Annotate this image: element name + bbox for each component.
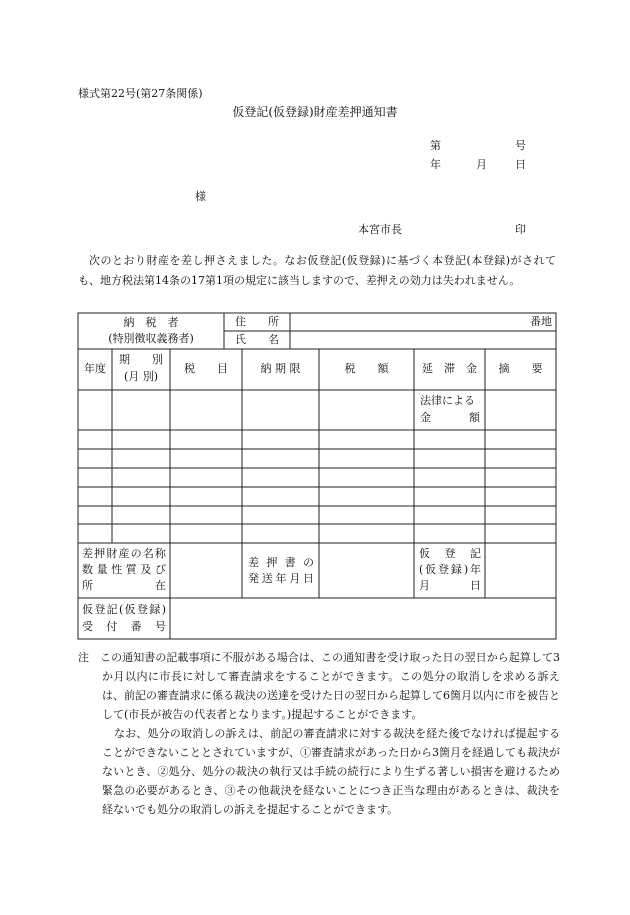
date-year: 年 <box>430 158 441 171</box>
col-tax-item: 税 目 <box>184 362 228 375</box>
legal-amount-label-2: 金 額 <box>420 411 480 424</box>
note-paragraph-2: なお、処分の取消しの訴えは、前記の審査請求に対する裁決を経た後でなければ提起することができないこととされていますが、①審査請求があった日から3箇月を経過しても裁決がないとき、②処分、処分の裁決の執行又は手続の続行により生ずる著しい損害を避けるため緊急の必要があるとき、③その他裁決を経ないことにつき正当な理由があるときは、裁決を経ないでも処分の取消しの訴えを提起することができます。 <box>102 727 560 816</box>
addressee-suffix: 様 <box>195 190 206 203</box>
col-year: 年度 <box>84 362 106 375</box>
date-day: 日 <box>515 158 526 171</box>
col-remarks: 摘 要 <box>498 362 543 375</box>
seized-property-label-3: 所 在 <box>82 579 166 592</box>
seized-property-label: 差押財産の名称 <box>82 547 166 560</box>
provisional-registration-label: 仮 登 記 <box>419 547 481 560</box>
name-label: 氏 名 <box>235 333 279 346</box>
col-delinquency: 延 滞 金 <box>422 362 477 375</box>
address-suffix: 番地 <box>530 315 552 328</box>
notice-sent-label-2: 発送年月日 <box>248 572 314 585</box>
provisional-registration-label-3: 月 日 <box>419 579 481 592</box>
issuer: 本宮市長 <box>358 223 402 236</box>
seal-mark: 印 <box>515 223 526 236</box>
taxpayer-sub-label: (特別徴収義務者) <box>108 332 194 345</box>
taxpayer-label: 納 税 者 <box>123 316 179 329</box>
seized-property-label-2: 数量性質及び <box>82 563 166 576</box>
col-tax-amount: 税 額 <box>344 362 389 375</box>
receipt-number-label-2: 受 付 番 号 <box>82 620 166 633</box>
notes-section <box>78 648 560 819</box>
notice-sent-label: 差 押 書 の <box>248 556 314 569</box>
col-due-date: 納 期 限 <box>260 362 301 375</box>
date-month: 月 <box>476 158 487 171</box>
provisional-registration-label-2: (仮登録)年 <box>419 563 481 576</box>
legal-amount-label: 法律による <box>420 394 475 407</box>
col-period: 期 別 <box>119 353 163 366</box>
number-prefix: 第 <box>430 139 441 152</box>
document-title: 仮登記(仮登録)財産差押通知書 <box>232 105 398 119</box>
receipt-number-label: 仮登記(仮登録) <box>82 603 166 616</box>
col-period-month: (月 別) <box>123 370 159 383</box>
address-label: 住 所 <box>235 315 279 328</box>
form-number: 様式第22号(第27条関係) <box>78 87 203 100</box>
note-paragraph-1: 注 この通知書の記載事項に不服がある場合は、この通知書を受け取った日の翌日から起算して3か月以内に市長に対して審査請求をすることができます。この処分の取消しを求める訴えは、前記の審査請求に係る裁決の送達を受けた日の翌日から起算して6箇月以内に市を被告として(市長が被告の代表者となります。)提起することができます。 <box>78 651 560 721</box>
intro-text: 次のとおり財産を差し押さえました。なお仮登記(仮登録)に基づく本登記(本登録)がされても、地方税法第14条の17第1項の規定に該当しますので、差押えの効力は失われません。 <box>78 254 556 287</box>
number-suffix: 号 <box>515 139 526 152</box>
